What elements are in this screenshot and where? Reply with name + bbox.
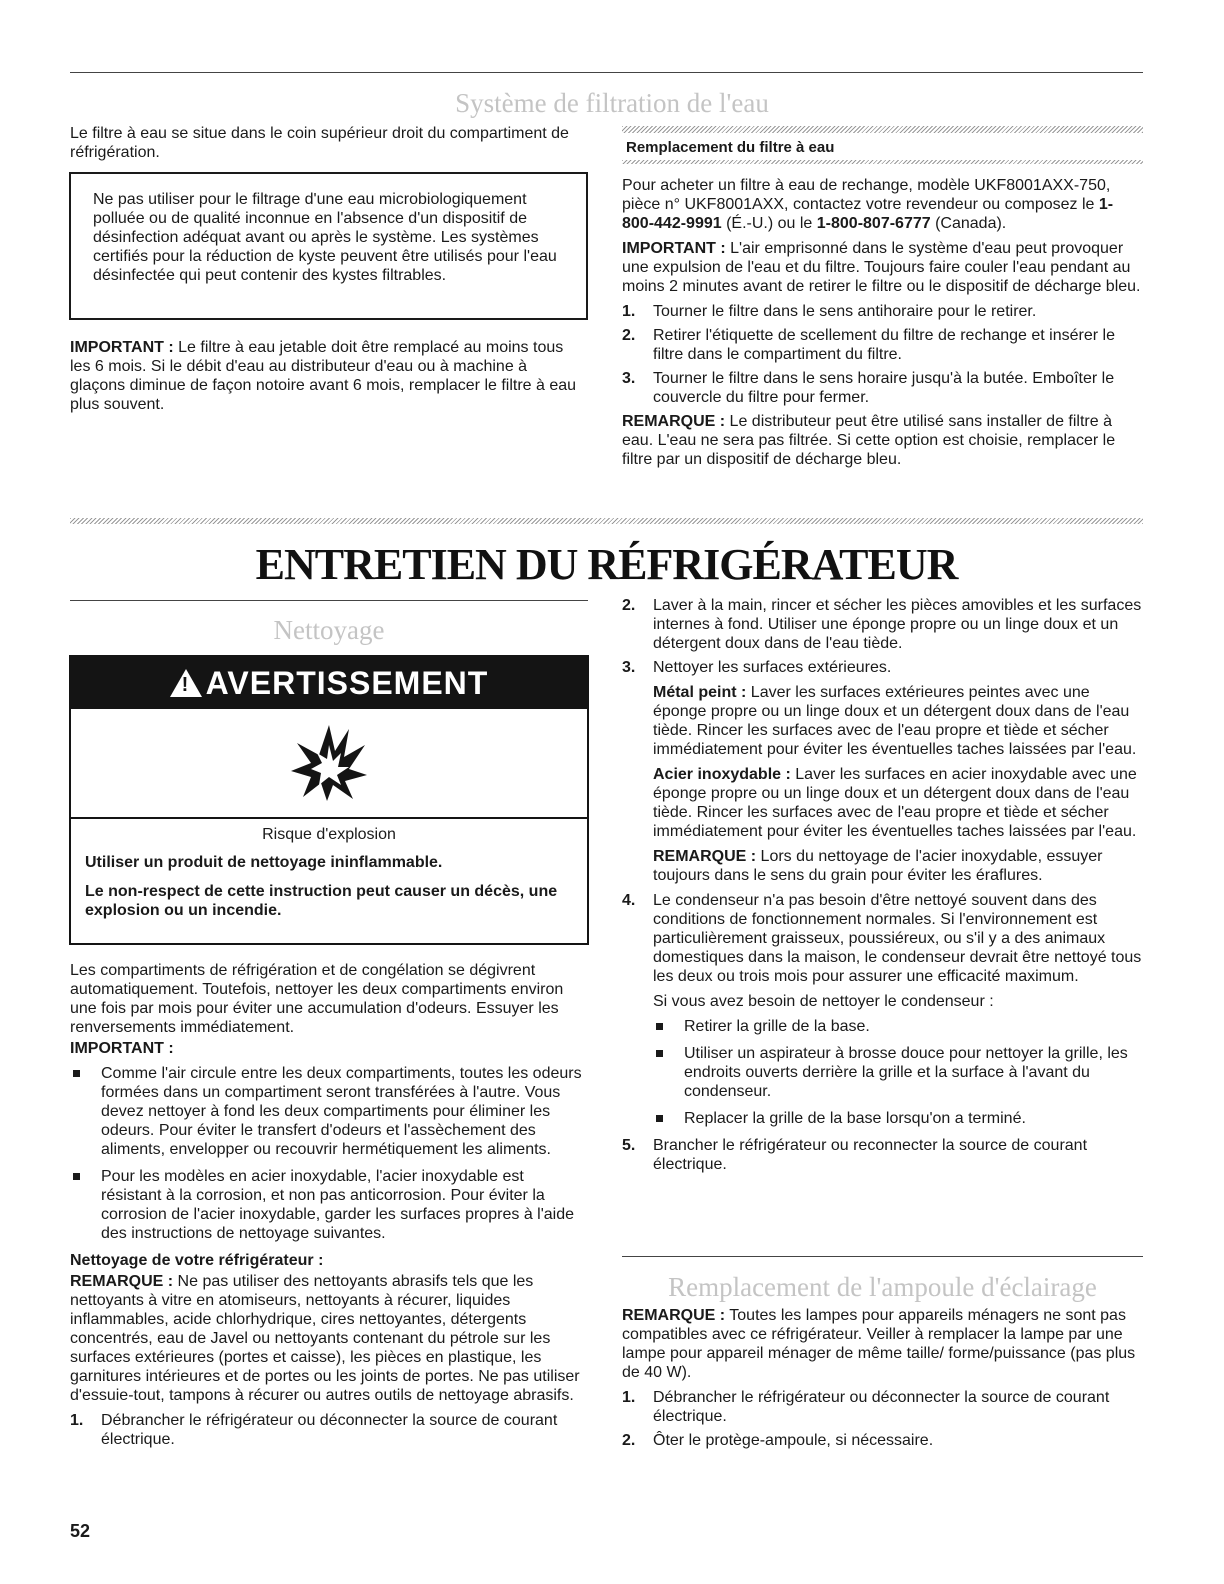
main-hatch (70, 518, 1143, 524)
warning-risk: Risque d'explosion (262, 826, 396, 843)
top-rule (70, 72, 1143, 73)
explosion-icon (289, 723, 369, 803)
lamp-section-title: Remplacement de l'ampoule d'éclairage (668, 1272, 1097, 1302)
warning-triangle-icon: ! (170, 669, 202, 697)
list-item: 1. Débrancher le réfrigérateur ou déconnecter la source de courant électrique. (70, 1412, 558, 1448)
water-warning-box (69, 172, 588, 320)
replacement-heading: Remplacement du filtre à eau (626, 139, 835, 156)
replacement-note: REMARQUE : Le distributeur peut être utilisé sans installer de filtre à eau. L'eau ne sera pas filtrée. Si cette option est choisie, remplacer le filtre par un dispositif de décharge bleu. (622, 413, 1116, 468)
list-item: 2. Laver à la main, rincer et sécher les pièces amovibles et les surfaces internes à fond. Utiliser une éponge propre ou un linge doux et un détergent doux dans de l'eau tiède. (622, 597, 1142, 652)
list-item: Retirer la grille de la base. (653, 1017, 1143, 1036)
lamp-rule (622, 1256, 1143, 1257)
cleaning-important-list (70, 1064, 585, 1243)
list-item: Pour les modèles en acier inoxydable, l'acier inoxydable est résistant à la corrosion, et non pas anticorrosion. Pour éviter la corrosion de l'acier inoxydable, garder les surfaces propres à l'aide des instructions de nettoyage suivantes. (70, 1167, 585, 1243)
cleaning-section-title: Nettoyage (273, 615, 385, 645)
list-item: 1. Débrancher le réfrigérateur ou déconnecter la source de courant électrique. (622, 1389, 1110, 1425)
list-item: 4. Le condenseur n'a pas besoin d'être nettoyé souvent dans des conditions de fonctionnement normales. Si l'environnement est particulièrement graisseux, poussiéreux, ou s'il y a des animaux domestiques dans la maison, le condenseur devrait être nettoyé tous les deux ou trois mois pour assurer une efficacité maximum. Si vous avez besoin de nettoyer le condenseur : Retirer la grille de la base. Utiliser un aspirateur à brosse douce pour nettoyer la grille, les endroits ouverts derrière la grille et la surface à l'avant du condenseur. Replacer la grille de la base lorsqu'on a terminé. (622, 892, 1142, 1127)
list-item: Replacer la grille de la base lorsqu'on a terminé. (653, 1109, 1143, 1128)
water-warning-text: Ne pas utiliser pour le filtrage d'une eau microbiologiquement polluée ou de qualité inconnue en l'absence d'un dispositif de désinfection adéquat avant ou après le système. Les systèmes certifiés pour la réduction de kyste peuvent être utilisés pour l'eau désinfectée qui peut contenir des kystes filtrables. (93, 191, 557, 284)
water-section-title: Système de filtration de l'eau (455, 88, 769, 118)
list-item: 1. Tourner le filtre dans le sens antihoraire pour le retirer. (622, 303, 1037, 320)
replacement-buy: Pour acheter un filtre à eau de rechange, modèle UKF8001AXX-750, pièce n° UKF8001AXX, contactez votre revendeur ou composez le 1-800-442-9991 (É.-U.) ou le 1-800-807-6777 (Canada). (622, 177, 1114, 232)
warning-header: ! AVERTISSEMENT (71, 657, 587, 709)
replacement-hatch-top (622, 126, 1143, 133)
list-item: 2. Ôter le protège-ampoule, si nécessaire. (622, 1432, 934, 1449)
warning-panel (69, 655, 589, 945)
bullet-icon (656, 1023, 663, 1030)
list-item: 3. Tourner le filtre dans le sens horaire jusqu'à la butée. Emboîter le couvercle du filtre pour fermer. (622, 370, 1115, 406)
cleaning-subheading: Nettoyage de votre réfrigérateur : (70, 1252, 324, 1269)
cleaning-rule (70, 600, 588, 601)
cleaning-left-body: Les compartiments de réfrigération et de congélation se dégivrent automatiquement. Toutefois, nettoyer les deux compartiments environ une fois par mois pour éviter une accumulation d'odeurs. Essuyer les renversements immédiatement. IMPORTANT : Comme l'air circule entre les deux compartiments, toutes les odeurs formées dans un compartiment seront transférées à l'autre. Vous devez nettoyer à fond les deux compartiments pour éliminer les odeurs. Pour éviter le transfert d'odeurs et l'assèchement des aliments, envelopper ou recouvrir hermétiquement les aliments. Pour les modèles en acier inoxydable, l'acier inoxydable est résistant à la corrosion, et non pas anticorrosion. Pour éviter la corrosion de l'acier inoxydable, garder les surfaces propres à l'aide des instructions de nettoyage suivantes. Nettoyage de votre réfrigérateur : REMARQUE : Ne pas utiliser des nettoyants abrasifs tels que les nettoyants à vitre en atomiseurs, nettoyants à récurer, liquides inflammables, acide chlorhydrique, cires nettoyantes, détergents concentrés, eau de Javel ou nettoyants contenant du pétrole sur les surfaces extérieures (portes et caisse), les pièces en plastique, les garnitures intérieures et de portes ou les joints de portes. Ne pas utiliser d'essuie-tout, tampons à récurer ou autres outils de nettoyage abrasifs. 1. Débrancher le réfrigérateur ou déconnecter la source de courant électrique. (70, 961, 585, 1454)
replacement-important: IMPORTANT : L'air emprisonné dans le système d'eau peut provoquer une expulsion de l'eau et du filtre. Toujours faire couler l'eau pendant au moins 2 minutes avant de retirer le filtre ou le dispositif de décharge bleu. (622, 240, 1141, 295)
cleaning-note: REMARQUE : Ne pas utiliser des nettoyants abrasifs tels que les nettoyants à vitre en atomiseurs, nettoyants à récurer, liquides inflammables, acide chlorhydrique, cires nettoyantes, détergents concentrés, eau de Javel ou nettoyants contenant du pétrole sur les surfaces extérieures (portes et caisse), les pièces en plastique, les garnitures intérieures et de portes ou les joints de portes. Ne pas utiliser d'essuie-tout, tampons à récurer ou autres outils de nettoyage abrasifs. (70, 1273, 580, 1404)
list-item: Comme l'air circule entre les deux compartiments, toutes les odeurs formées dans un compartiment seront transférées à l'autre. Vous devez nettoyer à fond les deux compartiments pour éliminer les odeurs. Pour éviter le transfert d'odeurs et l'assèchement des aliments, envelopper ou recouvrir hermétiquement les aliments. (70, 1064, 585, 1159)
list-item: 2. Retirer l'étiquette de scellement du filtre de rechange et insérer le filtre dans le compartiment du filtre. (622, 327, 1115, 363)
cleaning-right-body (622, 596, 1143, 1179)
water-important: IMPORTANT : Le filtre à eau jetable doit être remplacé au moins tous les 6 mois. Si le débit d'eau au distributeur d'eau ou à machine à glaçons diminue de façon notoire avant 6 mois, remplacer le filtre à eau plus souvent. (70, 339, 577, 413)
bullet-icon (73, 1173, 80, 1180)
replacement-hatch-bottom (622, 160, 1143, 164)
bullet-icon (73, 1070, 80, 1077)
lamp-body: REMARQUE : Toutes les lampes pour appareils ménagers ne sont pas compatibles avec ce réfrigérateur. Veiller à remplacer la lampe par une lampe pour appareil ménager de même taille/ forme/puissance (pas plus de 40 W). 1. Débrancher le réfrigérateur ou déconnecter la source de courant électrique. 2. Ôter le protège-ampoule, si nécessaire. (622, 1306, 1143, 1455)
bullet-icon (656, 1115, 663, 1122)
replacement-body (622, 176, 1143, 475)
list-item: 3. Nettoyer les surfaces extérieures. Métal peint : Laver les surfaces extérieures peintes avec une éponge propre ou un linge doux et un détergent doux dans de l'eau tiède. Rincer les surfaces avec de l'eau propre et tiède et sécher immédiatement pour éviter les éventuelles taches laissées par l'eau. Acier inoxydable : Laver les surfaces en acier inoxydable avec une éponge propre ou un linge doux et un détergent doux dans de l'eau tiède. Rincer les surfaces avec de l'eau propre et tiède et sécher immédiatement pour éviter les éventuelles taches laissées par l'eau. REMARQUE : Lors du nettoyage de l'acier inoxydable, essuyer toujours dans le sens du grain pour éviter les éraflures. (622, 659, 1137, 884)
bullet-icon (656, 1050, 663, 1057)
page-number: 52 (70, 1521, 91, 1541)
list-item: Utiliser un aspirateur à brosse douce pour nettoyer la grille, les endroits ouverts derrière la grille et la surface à l'avant du condenseur. (653, 1044, 1143, 1101)
list-item: 5. Brancher le réfrigérateur ou reconnecter la source de courant électrique. (622, 1137, 1088, 1173)
warning-symbol-area (71, 709, 587, 819)
page-title: ENTRETIEN DU RÉFRIGÉRATEUR (255, 540, 958, 589)
replacement-steps (622, 302, 1143, 407)
water-intro: Le filtre à eau se situe dans le coin supérieur droit du compartiment de réfrigération. (70, 125, 569, 161)
warning-line2: Le non-respect de cette instruction peut causer un décès, une explosion ou un incendie. (85, 883, 558, 919)
warning-line1: Utiliser un produit de nettoyage ininflammable. (85, 854, 443, 871)
